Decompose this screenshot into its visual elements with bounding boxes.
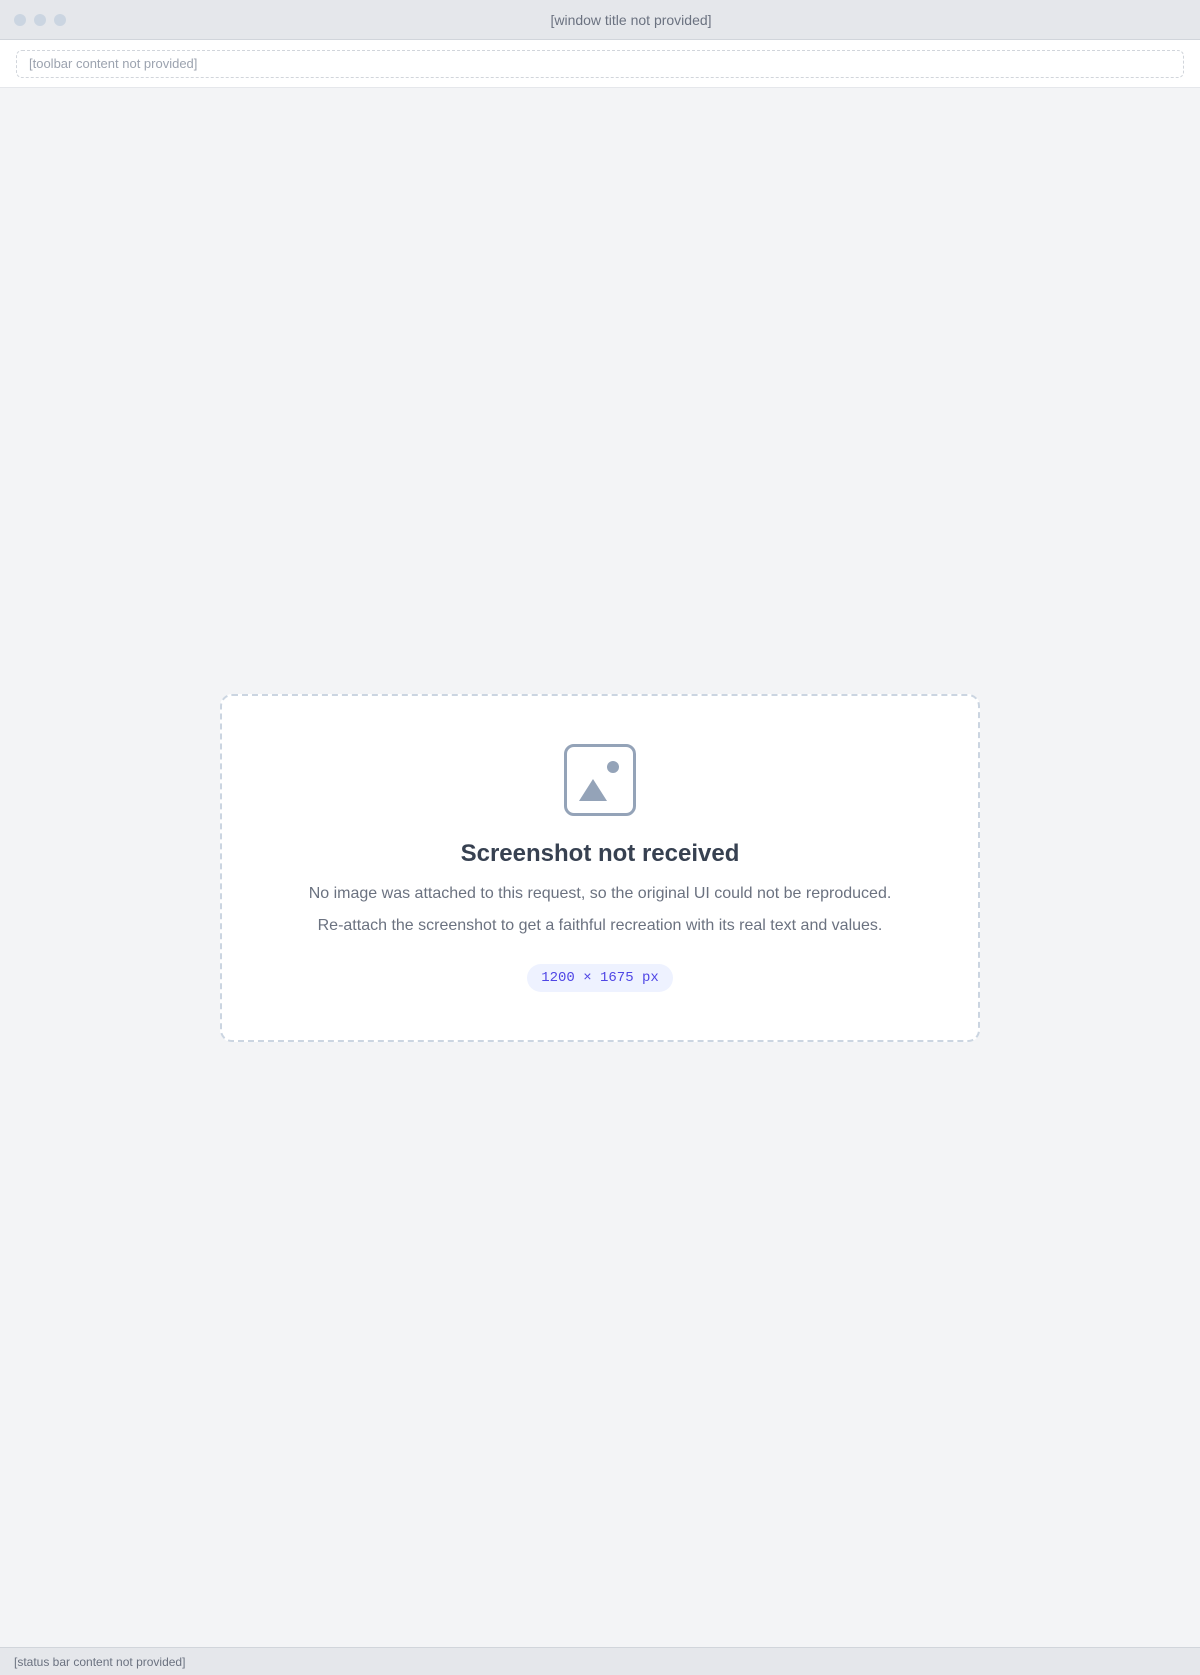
window-controls <box>14 14 66 26</box>
notice-heading: Screenshot not received <box>460 839 740 867</box>
notice-line-2: Re-attach the screenshot to get a faithful recreation with its real text and values. <box>317 916 883 934</box>
image-placeholder-icon <box>564 744 636 816</box>
notice-line-1: No image was attached to this request, so the original UI could not be reproduced. <box>308 884 892 902</box>
maximize-window-icon[interactable] <box>54 14 66 26</box>
target-dimensions: 1200 × 1675 px <box>527 964 673 992</box>
title-bar <box>0 0 1200 40</box>
toolbar-placeholder: [toolbar content not provided] <box>16 50 1184 78</box>
status-bar <box>0 1647 1200 1675</box>
missing-image-notice <box>220 694 980 1042</box>
close-window-icon[interactable] <box>14 14 26 26</box>
toolbar <box>0 40 1200 88</box>
status-text: [status bar content not provided] <box>14 1654 186 1669</box>
main-content <box>0 88 1200 1647</box>
minimize-window-icon[interactable] <box>34 14 46 26</box>
window-title: [window title not provided] <box>550 11 712 28</box>
